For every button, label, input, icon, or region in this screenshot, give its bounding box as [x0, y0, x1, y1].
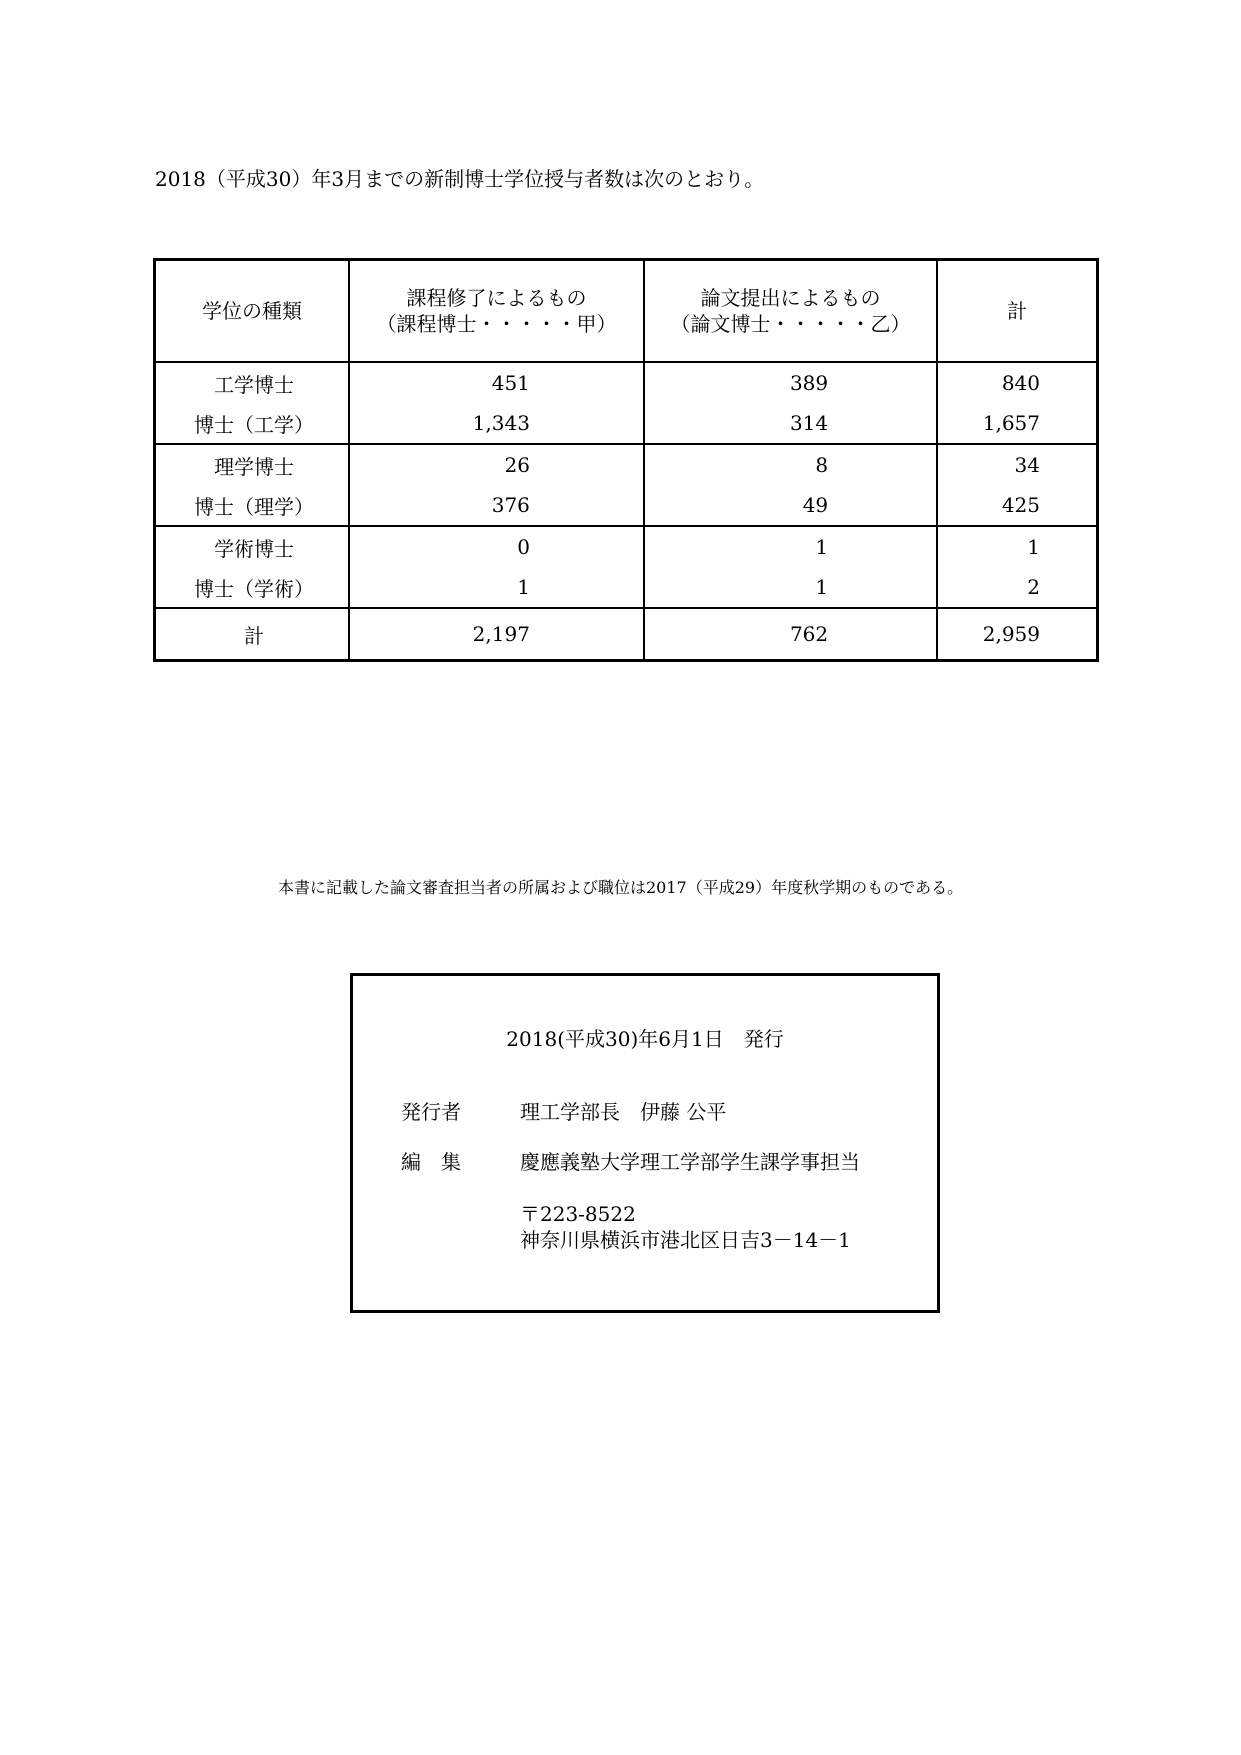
- table-row: [155, 485, 1098, 526]
- degree-type-cell: 理学博士: [155, 444, 350, 485]
- total-count-cell: 34: [1014, 453, 1040, 477]
- postal-code: 〒223-8522: [520, 1202, 636, 1226]
- grand-total-cell: 2,959: [982, 622, 1040, 646]
- table-row: [155, 403, 1098, 444]
- total-count-cell: 425: [937, 485, 1097, 526]
- header-total: [937, 260, 1097, 363]
- address: 神奈川県横浜市港北区日吉3－14－1: [520, 1228, 851, 1252]
- total-count-cell: 2: [937, 567, 1097, 608]
- thesis-count-cell: 1: [644, 567, 937, 608]
- total-count-cell: 1,657: [937, 403, 1097, 444]
- course-count-cell: 451: [349, 362, 644, 403]
- course-count-cell: 26: [349, 444, 644, 485]
- degree-type-cell: 工学博士: [155, 362, 350, 403]
- editor-value: 慶應義塾大学理工学部学生課学事担当: [520, 1150, 860, 1174]
- table-total-row: [155, 608, 1098, 661]
- header-course-completion: [349, 260, 644, 363]
- thesis-total-cell: 762: [644, 608, 937, 661]
- thesis-count-cell: 389: [644, 362, 937, 403]
- course-total-cell: 2,197: [349, 608, 644, 661]
- total-count-cell: 840: [1001, 371, 1040, 395]
- header-total-label: 計: [1007, 299, 1028, 323]
- degree-type-cell: 博士（学術）: [155, 567, 350, 608]
- thesis-count-cell: 1: [644, 526, 937, 567]
- table-row: [155, 362, 1098, 403]
- thesis-count-cell: 49: [644, 485, 937, 526]
- affiliation-note: 本書に記載した論文審査担当者の所属および職位は2017（平成29）年度秋学期のものである。: [278, 878, 964, 897]
- header-thesis-line1: 論文提出によるもの: [700, 286, 881, 310]
- course-count-cell: 1: [349, 567, 644, 608]
- thesis-count-cell: 8: [644, 444, 937, 485]
- issue-date: 2018(平成30)年6月1日 発行: [506, 1027, 784, 1051]
- table-row: [155, 526, 1098, 567]
- intro-text: 2018（平成30）年3月までの新制博士学位授与者数は次のとおり。: [155, 167, 765, 191]
- course-count-cell: 376: [349, 485, 644, 526]
- degree-type-cell: 学術博士: [155, 526, 350, 567]
- publisher-value: 理工学部長 伊藤 公平: [520, 1100, 727, 1124]
- degree-count-table: [153, 258, 1099, 662]
- thesis-count-cell: 314: [644, 403, 937, 444]
- degree-type-cell: 博士（工学）: [155, 403, 350, 444]
- course-count-cell: 0: [349, 526, 644, 567]
- header-course-line1: 課程修了によるもの: [406, 286, 587, 310]
- header-degree-type: [155, 260, 350, 363]
- colophon-box: [350, 973, 940, 1313]
- publisher-label: 発行者: [401, 1100, 461, 1124]
- header-thesis-submission: [644, 260, 937, 363]
- editor-label: 編 集: [401, 1150, 461, 1174]
- total-label-cell: 計: [155, 608, 350, 661]
- header-course-line2: （課程博士・・・・・甲）: [376, 312, 617, 336]
- header-thesis-line2: （論文博士・・・・・乙）: [670, 312, 911, 336]
- table-header-row: [155, 260, 1098, 363]
- header-degree-type-label: 学位の種類: [202, 299, 303, 323]
- course-count-cell: 1,343: [349, 403, 644, 444]
- table-row: [155, 444, 1098, 485]
- degree-type-cell: 博士（理学）: [155, 485, 350, 526]
- table-row: [155, 567, 1098, 608]
- total-count-cell: 1: [1027, 535, 1040, 559]
